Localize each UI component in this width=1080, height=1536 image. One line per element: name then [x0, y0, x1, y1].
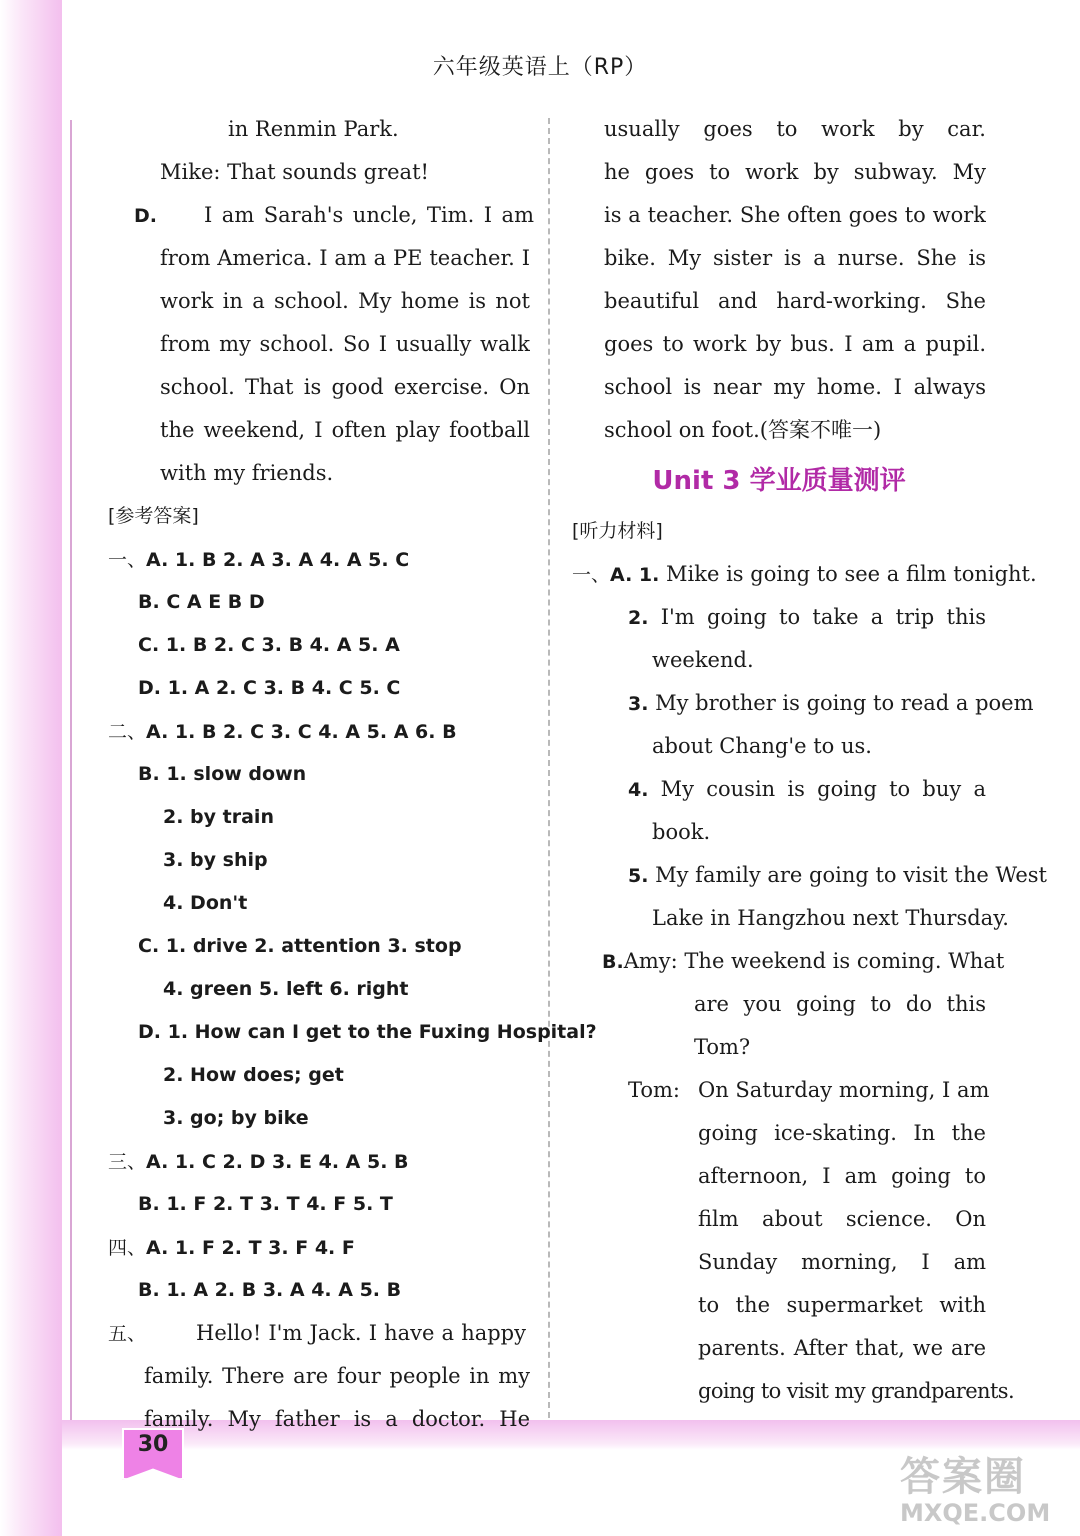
passage-line: school. That is good exercise. On [160, 375, 530, 399]
dialogue-line [572, 1069, 990, 1112]
passage-line: school is near my home. I always [604, 375, 986, 399]
dialogue-text: On Saturday morning, I am [698, 1078, 990, 1102]
passage-line: goes to work by bus. I am a pupil. [604, 332, 986, 356]
dialogue-text: going ice-skating. In the [698, 1121, 986, 1145]
dialogue-text: parents. After that, we are [698, 1336, 986, 1360]
item-text: I'm going to take a trip this [660, 605, 986, 629]
column-divider [548, 118, 550, 1418]
item-number: 3. [628, 693, 649, 715]
answer-text: A. 1. B 2. A 3. A 4. A 5. C [146, 549, 410, 571]
watermark-top-text: 答案圈 [900, 1454, 1026, 1500]
answers-header: [参考答案] [108, 505, 199, 527]
intro-line: Mike: That sounds great! [160, 160, 429, 184]
answer-text: 2. How does; get [163, 1064, 344, 1086]
dialogue-text: are you going to do this [694, 992, 986, 1016]
watermark-logo [900, 1455, 1070, 1533]
answer-text: B. 1. F 2. T 3. T 4. F 5. T [138, 1193, 393, 1215]
listening-item [572, 854, 1047, 897]
answer-text: 3. go; by bike [163, 1107, 309, 1129]
page-header-title: 六年级英语上（RP） [432, 55, 648, 80]
answer-text: A. 1. B 2. C 3. C 4. A 5. A 6. B [146, 721, 457, 743]
dialogue-text: to the supermarket with [698, 1293, 986, 1317]
intro-line: in Renmin Park. [228, 117, 399, 141]
item-text: Lake in Hangzhou next Thursday. [652, 906, 1009, 930]
answer-text: 2. by train [163, 806, 274, 828]
passage-line: with my friends. [160, 461, 334, 485]
answer-text: B. 1. slow down [138, 763, 307, 785]
dialogue-text: going to visit my grandparents. [698, 1379, 1015, 1403]
answer-text: C. 1. drive 2. attention 3. stop [138, 935, 462, 957]
passage-line: work in a school. My home is not [160, 289, 530, 313]
answer-text: A. 1. F 2. T 3. F 4. F [146, 1237, 355, 1259]
dialogue-text: afternoon, I am going to [698, 1164, 986, 1188]
dialogue-text: Sunday morning, I am [698, 1250, 986, 1274]
answer-text: 4. green 5. left 6. right [163, 978, 409, 1000]
right-column [572, 108, 1047, 1413]
answer-text: C. 1. B 2. C 3. B 4. A 5. A [138, 634, 400, 656]
passage-line: usually goes to work by car. [604, 117, 986, 141]
answer-text: B. C A E B D [138, 591, 265, 613]
passage-line: from America. I am a PE teacher. I [160, 246, 530, 270]
passage-line: the weekend, I often play football [160, 418, 530, 442]
answer-text: D. 1. A 2. C 3. B 4. C 5. C [138, 677, 401, 699]
listening-header: [听力材料] [572, 520, 663, 542]
passage-line: school on foot.(答案不唯一) [604, 418, 882, 442]
dialogue-text: The weekend is coming. What [684, 949, 1005, 973]
passage-d-label: D. [134, 205, 157, 227]
answer-text: A. 1. C 2. D 3. E 4. A 5. B [146, 1151, 409, 1173]
left-column [108, 108, 597, 1441]
passage-line: I am Sarah's uncle, Tim. I am [204, 203, 534, 227]
item-number: 2. [628, 607, 649, 629]
answer-text: 3. by ship [163, 849, 268, 871]
item-text: My brother is going to read a poem [655, 691, 1034, 715]
item-text: about Chang'e to us. [652, 734, 872, 758]
speaker-name: Tom: [628, 1078, 681, 1102]
left-decorative-band [0, 0, 62, 1536]
part-label: B. [602, 951, 624, 973]
item-number: 4. [628, 779, 649, 801]
passage-line: beautiful and hard-working. She [604, 289, 986, 313]
dialogue-text: Tom? [694, 1035, 751, 1059]
item-text: book. [652, 820, 711, 844]
listening-item [628, 768, 986, 811]
dialogue-line [572, 940, 1005, 983]
listening-item [628, 596, 986, 639]
passage-line: bike. My sister is a nurse. She is [604, 246, 986, 270]
item-text: My cousin is going to buy a [660, 777, 986, 801]
page-number: 30 [137, 1432, 169, 1457]
passage-line: family. My father is a doctor. He [144, 1407, 530, 1431]
answer-row [108, 1140, 530, 1183]
passage-d-first-line [108, 194, 534, 237]
passage-line: Hello! I'm Jack. I have a happy [196, 1321, 526, 1345]
section-label: 一、 [572, 564, 611, 586]
item-number: A. 1. [610, 564, 660, 586]
answer-text: D. 1. How can I get to the Fuxing Hospital? [138, 1021, 597, 1043]
section-label: 二、 [108, 721, 147, 743]
section-label: 五、 [108, 1323, 147, 1345]
item-number: 5. [628, 865, 649, 887]
item-text: Mike is going to see a film tonight. [666, 562, 1037, 586]
listening-item [572, 682, 1034, 725]
answer-row [108, 538, 530, 581]
dialogue-text: film about science. On [698, 1207, 986, 1231]
listening-item [572, 553, 1037, 596]
left-margin-rule [70, 120, 72, 1420]
answer-row [108, 710, 530, 753]
item-text: weekend. [652, 648, 754, 672]
speaker-name: Amy: [623, 949, 678, 973]
answer-row [108, 1226, 530, 1269]
passage-line: family. There are four people in my [144, 1364, 530, 1388]
passage-first-line [108, 1312, 530, 1355]
answer-text: B. 1. A 2. B 3. A 4. A 5. B [138, 1279, 402, 1301]
passage-line: he goes to work by subway. My [604, 160, 986, 184]
answer-text: 4. Don't [163, 892, 248, 914]
section-label: 四、 [108, 1237, 147, 1259]
section-label: 一、 [108, 549, 147, 571]
item-text: My family are going to visit the West [655, 863, 1047, 887]
passage-line: is a teacher. She often goes to work [604, 203, 986, 227]
section-label: 三、 [108, 1151, 147, 1173]
watermark-bottom-text: MXQE.COM [900, 1499, 1051, 1527]
passage-line: from my school. So I usually walk [160, 332, 530, 356]
unit-title: Unit 3 学业质量测评 [652, 466, 906, 496]
